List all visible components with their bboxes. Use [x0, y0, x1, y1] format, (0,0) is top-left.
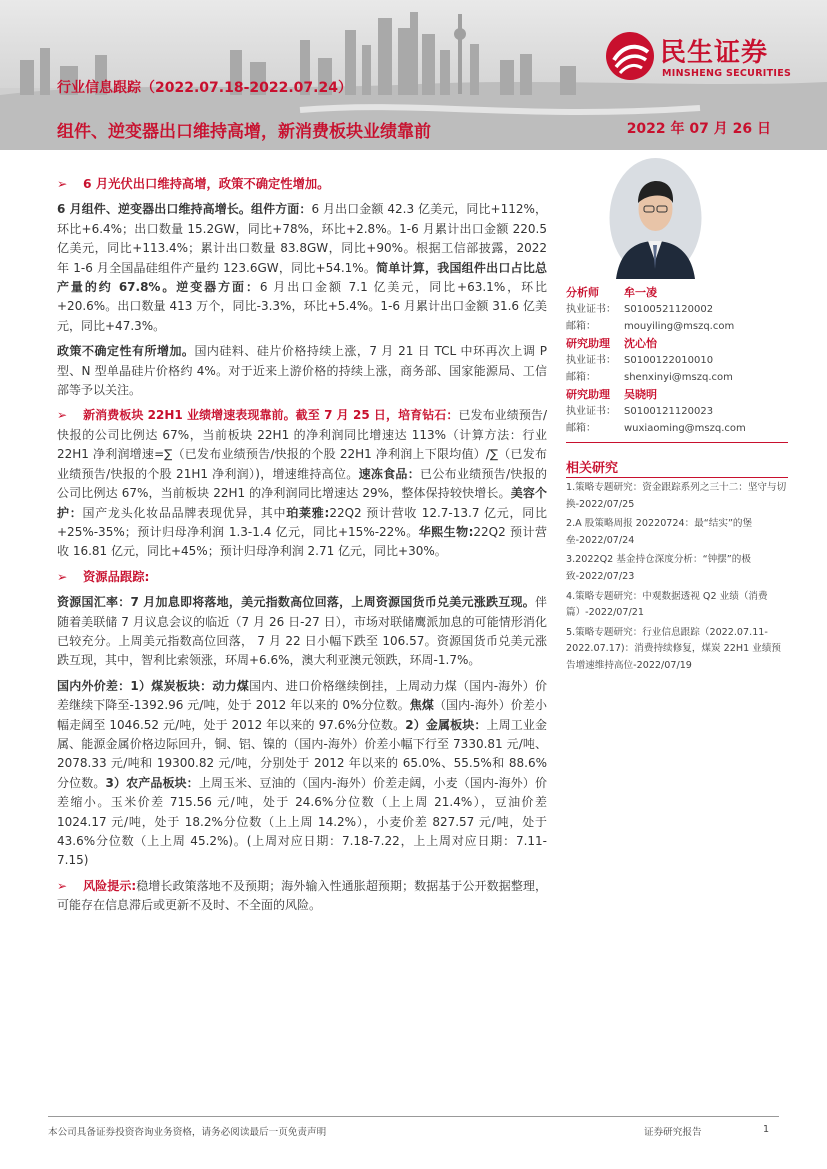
- paragraph-policy: 政策不确定性有所增加。国内硅料、硅片价格持续上涨，7 月 21 日 TCL 中环再次上调 P 型、N 型单晶硅片价格约 4%。对于近来上游价格的持续上涨，商务部、国家能源局、工信部等予以关注。: [57, 344, 547, 398]
- analyst-cert-row: 执业证书： S0100122010010: [566, 355, 714, 366]
- analyst-email-row: 邮箱： mouyiling@mszq.com: [566, 321, 735, 332]
- footer-divider: [48, 1116, 779, 1117]
- footer-doc-kind: 证券研究报告: [644, 1127, 702, 1138]
- analyst-email[interactable]: wuxiaoming@mszq.com: [624, 423, 746, 434]
- analyst-email-row: 邮箱： wuxiaoming@mszq.com: [566, 423, 746, 434]
- analyst-email[interactable]: shenxinyi@mszq.com: [624, 372, 733, 383]
- report-body: [57, 175, 547, 922]
- section-heading-pv: ➢ 6 月光伏出口维持高增，政策不确定性增加。: [57, 175, 547, 194]
- paragraph-fx: 资源国汇率：7 月加息即将落地，美元指数高位回落，上周资源国货币兑美元涨跌互现。伴随着美联储 7 月议息会议的临近（7 月 26 日-27 日），市场对联储鹰派加息的可能情形消化已较充分。上周美元指数高位回落， 7 月 22 日小幅下跌至 106.57。资源国货币兑美元涨跌互现，其中，智利比索领涨，环周+6.6%，澳大利亚澳元领跌，环周-1.7%。: [57, 595, 547, 668]
- divider: [566, 477, 788, 478]
- report-date: 2022 年 07 月 26 日: [626, 121, 771, 137]
- related-research-item[interactable]: 1.策略专题研究：资金跟踪系列之三十二：坚守与切换-2022/07/25: [566, 482, 787, 510]
- report-type: 行业信息跟踪（2022.07.18-2022.07.24）: [57, 80, 352, 96]
- paragraph-risk: ➢ 风险提示:稳增长政策落地不及预期；海外输入性通胀超预期；数据基于公开数据整理，可能存在信息滞后或更新不及时、不全面的风险。: [57, 878, 547, 913]
- analyst-cert-row: 执业证书： S0100521120002: [566, 304, 714, 315]
- report-title: 组件、逆变器出口维持高增，新消费板块业绩靠前: [57, 122, 431, 142]
- paragraph-price-spread: 国内外价差：1）煤炭板块：动力煤国内、进口价格继续倒挂，上周动力煤（国内-海外）价差继续下降至-1392.96 元/吨，处于 2012 年以来的 0%分位数。焦煤（国内-海外）价差小幅走阔至 1046.52 元/吨，处于 2012 年以来的 97.6%分位数。2）金属板块：上周工业金属、能源金属价格边际回升，铜、铝、镍的（国内-海外）价差小幅下行至 7330.81 元/吨、2078.33 元/吨和 19300.82 元/吨，分别处于 2012 年以来的 65.0%、55.5%和 88.6%分位数。3）农产品板块：上周玉米、豆油的（国内-海外）价差走阔，小麦（国内-海外）价差缩小。玉米价差 715.56 元/吨，处于 24.6%分位数（上上周 21.4%），豆油价差 1024.17 元/吨，处于 18.2%分位数（上上周 14.2%），小麦价差 827.57 元/吨，处于 43.6%分位数（上上周 45.2%)。(上周对应日期：7.18-7.22，上上周对应日期：7.11-7.15): [57, 678, 547, 868]
- footer-disclaimer: 本公司具备证券投资咨询业务资格，请务必阅读最后一页免责声明: [48, 1127, 327, 1138]
- arrow-bullet-icon: ➢: [57, 569, 68, 584]
- paragraph-export: 6 月组件、逆变器出口维持高增长。组件方面：6 月出口金额 42.3 亿美元，同比+112%，环比+6.4%；出口数量 15.2GW，同比+78%，环比+2.8%。1-6 月累计出口金额 220.5 亿美元，同比+113.4%；累计出口数量 83.8GW，同比+90%。根据工信部披露，2022 年 1-6 月全国晶硅组件产量约 123.6GW，同比+54.1%。简单计算，我国组件出口占比总产量的约 67.8%。逆变器方面：6 月出口金额 7.1 亿美元，同比+63.1%，环比+20.6%。出口数量 413 万个，同比-3.3%，环比+5.4%。1-6 月累计出口金额 31.6 亿美元，同比+47.3%。: [57, 202, 548, 333]
- page-number: 1: [763, 1124, 770, 1135]
- minsheng-logo: [604, 30, 804, 85]
- analyst-name-row: 研究助理 吴晓明: [566, 388, 657, 401]
- analyst-name-row: 分析师 牟一凌: [566, 286, 657, 299]
- logo-mark-icon: [604, 30, 656, 82]
- paragraph-new-consumption: ➢ 新消费板块 22H1 业绩增速表现靠前。截至 7 月 25 日，培育钻石：已发布业绩预告/快报的公司比例达 67%，当前板块 22H1 的净利润同比增速达 113%（计算方法：行业 22H1 净利润增速=∑（已发布业绩预告/快报的个股 22H1 净利润上下限均值）/∑（已发布业绩预告/快报的个股 21H1 净利润）)，增速维持高位。速冻食品：已公布业绩预告/快报的公司比例达 67%，当前板块 22H1 的净利润同比增速达 29%，整体保持较快增长。美容个护：国产龙头化妆品品牌表现优异，其中珀莱雅:22Q2 预计营收 12.7-13.7 亿元，同比+25%-35%；预计归母净利润 1.3-1.4 亿元，同比+15%-22%。华熙生物:22Q2 预计营收 16.81 亿元，同比+45%；预计归母净利润 2.71 亿元，同比+30%。: [57, 408, 548, 559]
- logo-english-name: MINSHENG SECURITIES: [662, 68, 792, 79]
- analyst-email-row: 邮箱： shenxinyi@mszq.com: [566, 372, 733, 383]
- analyst-info: [566, 284, 788, 437]
- header-banner: [0, 0, 827, 150]
- arrow-bullet-icon: ➢: [57, 408, 68, 423]
- analyst-email[interactable]: mouyiling@mszq.com: [624, 321, 735, 332]
- analyst-cert-row: 执业证书： S0100121120023: [566, 406, 714, 417]
- related-research-item[interactable]: 2.A 股策略周报 20220724：最“结实”的堡垒-2022/07/24: [566, 518, 753, 546]
- section-heading-resources: ➢ 资源品跟踪:: [57, 568, 547, 587]
- analyst-photo: [608, 157, 703, 279]
- related-research-title: 相关研究: [566, 461, 619, 476]
- related-research-item[interactable]: 3.2022Q2 基金持仓深度分析：“钟摆”的极致-2022/07/23: [566, 554, 751, 582]
- related-research-item[interactable]: 4.策略专题研究：中观数据透视 Q2 业绩（消费篇）-2022/07/21: [566, 590, 768, 619]
- arrow-bullet-icon: ➢: [57, 177, 68, 191]
- related-research-list: [566, 480, 788, 678]
- related-research-item[interactable]: 5.策略专题研究：行业信息跟踪（2022.07.11-2022.07.17)：消费持续修复，煤炭 22H1 业绩预告增速维持高位-2022/07/19: [566, 626, 782, 671]
- arrow-bullet-icon: ➢: [57, 878, 68, 893]
- divider: [566, 442, 788, 443]
- analyst-name-row: 研究助理 沈心怡: [566, 337, 657, 350]
- logo-chinese-name: 民生证券: [660, 38, 769, 68]
